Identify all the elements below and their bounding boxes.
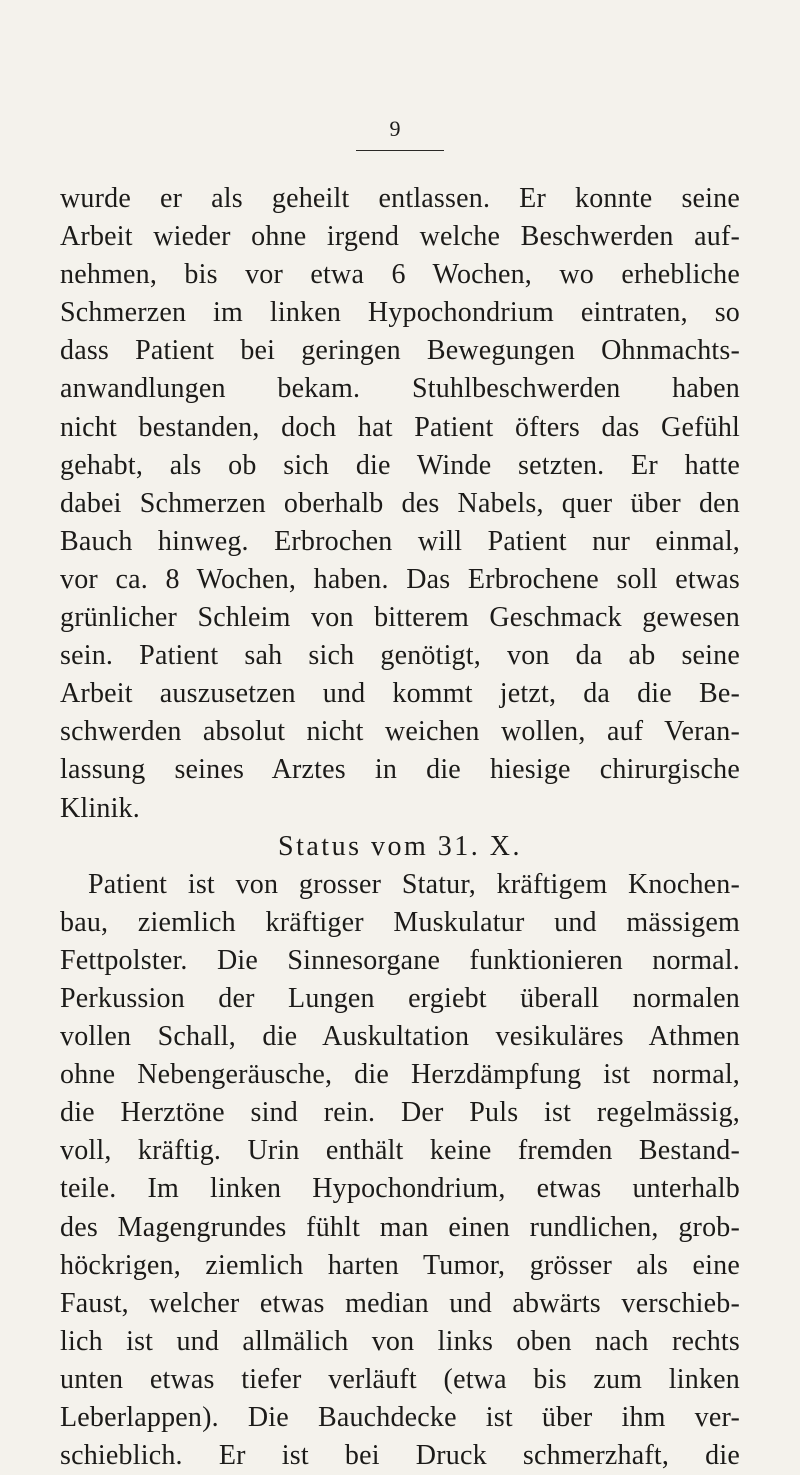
text-line: vor ca. 8 Wochen, haben. Das Erbrochene soll etwas — [60, 563, 740, 595]
text-line: Arbeit auszusetzen und kommt jetzt, da die Be- — [60, 678, 740, 710]
text-line: gehabt, als ob sich die Winde setzten. Er hatte — [60, 449, 740, 481]
text-line: Klinik. — [60, 792, 140, 824]
text-line: anwandlungen bekam. Stuhlbeschwerden haben — [60, 373, 740, 405]
text-line: ohne Nebengeräusche, die Herzdämpfung ist normal, — [60, 1059, 740, 1091]
text-line: grünlicher Schleim von bitterem Geschmack gewesen — [60, 602, 740, 634]
text-line: sein. Patient sah sich genötigt, von da ab seine — [60, 640, 740, 672]
section-heading: Status vom 31. X. — [278, 830, 522, 862]
text-line: Patient ist von grosser Statur, kräftigem Knochen- — [88, 868, 740, 900]
text-line: Leberlappen). Die Bauchdecke ist über ihm ver- — [60, 1402, 740, 1433]
text-line: nicht bestanden, doch hat Patient öfters das Gefühl — [60, 411, 740, 443]
text-line: nehmen, bis vor etwa 6 Wochen, wo erhebliche — [60, 259, 740, 291]
text-line: bau, ziemlich kräftiger Muskulatur und mässigem — [60, 906, 740, 938]
text-line: des Magengrundes fühlt man einen rundlichen, grob- — [60, 1211, 740, 1243]
text-line: Bauch hinweg. Erbrochen will Patient nur einmal, — [60, 525, 740, 557]
text-line: Faust, welcher etwas median und abwärts verschieb- — [60, 1287, 740, 1319]
text-line: vollen Schall, die Auskultation vesikuläres Athmen — [60, 1021, 740, 1053]
text-line: dabei Schmerzen oberhalb des Nabels, quer über den — [60, 487, 740, 519]
page-number: 9 — [389, 116, 401, 141]
text-line: voll, kräftig. Urin enthält keine fremden Bestand- — [60, 1135, 740, 1167]
text-line: Fettpolster. Die Sinnesorgane funktionieren normal. — [60, 944, 740, 976]
text-line: Arbeit wieder ohne irgend welche Beschwerden auf- — [60, 221, 740, 253]
text-line: lassung seines Arztes in die hiesige chirurgische — [60, 754, 740, 786]
text-line: wurde er als geheilt entlassen. Er konnte seine — [60, 183, 740, 214]
text-line: lich ist und allmälich von links oben nach rechts — [60, 1325, 740, 1357]
text-line: Perkussion der Lungen ergiebt überall normalen — [60, 982, 740, 1014]
text-line: dass Patient bei geringen Bewegungen Ohnmachts- — [60, 335, 740, 367]
text-line: schwerden absolut nicht weichen wollen, auf Veran- — [60, 716, 740, 748]
page-number-rule — [356, 150, 444, 151]
text-line: schieblich. Er ist bei Druck schmerzhaft, die — [60, 1440, 740, 1472]
text-line: teile. Im linken Hypochondrium, etwas unterhalb — [60, 1173, 740, 1205]
text-line: die Herztöne sind rein. Der Puls ist regelmässig, — [60, 1097, 740, 1129]
text-line: Schmerzen im linken Hypochondrium eintraten, so — [60, 297, 740, 329]
text-line: unten etwas tiefer verläuft (etwa bis zum linken — [60, 1363, 740, 1395]
text-line: höckrigen, ziemlich harten Tumor, grösser als eine — [60, 1249, 740, 1281]
body-text — [60, 180, 740, 1475]
